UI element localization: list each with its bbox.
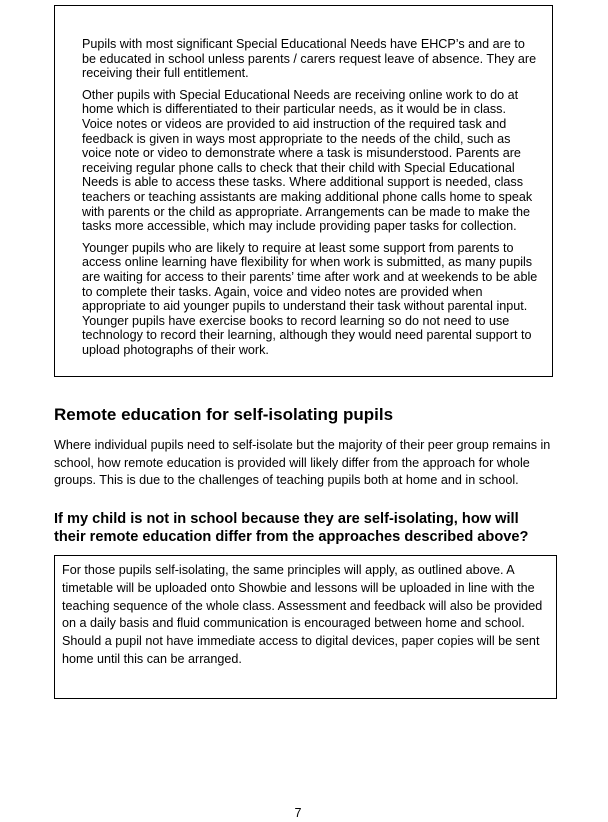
faq-answer-box (54, 555, 557, 699)
section-intro: Where individual pupils need to self-isolate but the majority of their peer group remains in school, how remote education is provided will likely differ from the approach for whole groups. This is due to the challenges of teaching pupils both at home and in school. (54, 438, 551, 488)
sen-ehcp-paragraph: Pupils with most significant Special Educational Needs have EHCP’s and are to be educated in school unless parents / carers request leave of absence. They are receiving their full entitlement. (82, 37, 537, 81)
faq-answer-text: For those pupils self-isolating, the same principles will apply, as outlined above. A timetable will be uploaded onto Showbie and lessons will be uploaded in line with the teaching sequence of the whole class. Assessment and feedback will also be provided on a daily basis and fluid communication is encouraged between home and school. Should a pupil not have immediate access to digital devices, paper copies will be sent home until this can be arranged. (62, 563, 543, 666)
page-number: 7 (294, 806, 302, 820)
younger-pupils-paragraph: Younger pupils who are likely to require at least some support from parents to access online learning have flexibility for when work is submitted, as many pupils are waiting for access to their parents’ time after work and at weekends to be able to complete their tasks. Again, voice and video notes are provided when appropriate to aid younger pupils to understand their task without parental input. Younger pupils have exercise books to record learning so do not need to use technology to record their learning, although they would need parental support to upload photographs of their work. (82, 240, 538, 357)
section-heading: Remote education for self-isolating pupils (54, 405, 394, 424)
special-needs-info-box (54, 5, 553, 377)
faq-question: If my child is not in school because they are self-isolating, how will their remote education differ from the approaches described above? (54, 511, 529, 545)
sen-online-work-paragraph: Other pupils with Special Educational Needs are receiving online work to do at home which is differentiated to their particular needs, as it would be in class. Voice notes or videos are provided to aid instruction of the required task and feedback is given in ways most appropriate to the needs of the child, such as voice note or video to demonstrate where a task is misunderstood. Parents are receiving regular phone calls to check that their child with Special Educational Needs is able to access these tasks. Where additional support is needed, class teachers or teaching assistants are making additional phone calls home to speak with parents or the child as appropriate. Arrangements can be made to make the tasks more accessible, which may include providing paper tasks for collection. (82, 87, 533, 234)
